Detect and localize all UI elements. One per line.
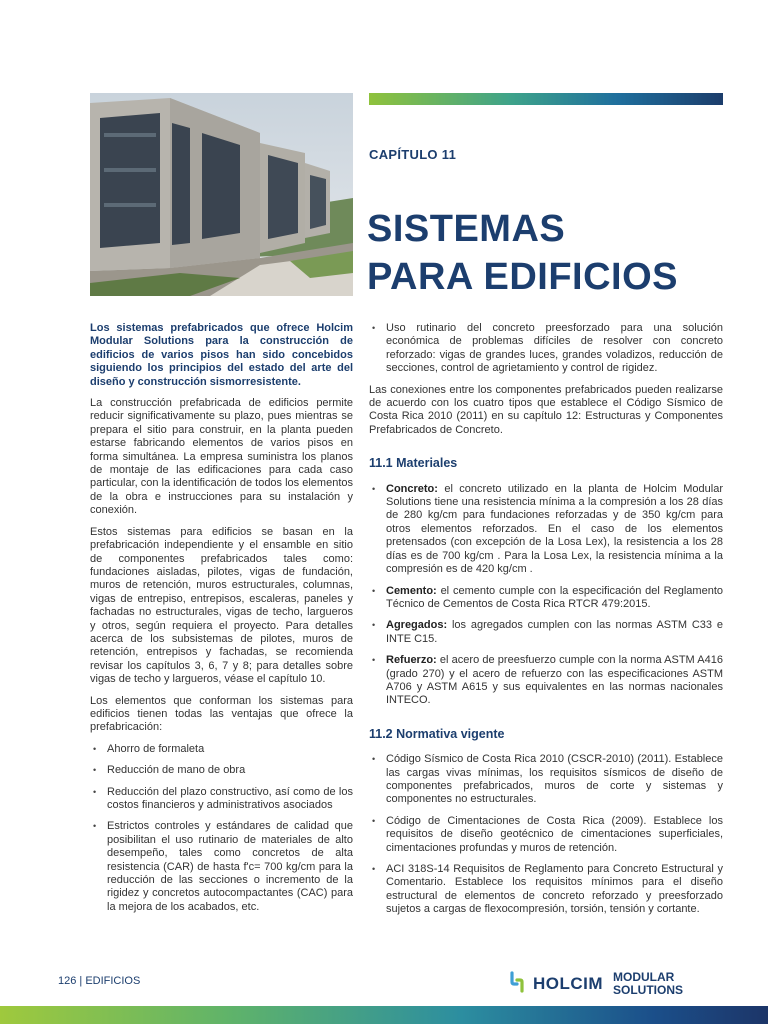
section-heading-materiales: 11.1 Materiales (369, 456, 458, 471)
footer-accent-bar (0, 1006, 768, 1024)
term: Refuerzo: (386, 654, 437, 667)
term-text: el acero de preesfuerzo cumple con la norma ASTM A416 (grado 270) y el acero de refuerzo con las especificaciones ASTM A706 y ASTM A615 y sus equivalentes en las normas nacionales INTECO. (386, 654, 723, 707)
list-item: • Reducción del plazo constructivo, así como de los costos financieros y administrativos asociados (90, 786, 353, 813)
list-item: • Ahorro de formaleta (90, 743, 353, 756)
holcim-logo (505, 968, 725, 1002)
left-column (90, 322, 353, 922)
title-line-1: SISTEMAS (367, 208, 566, 250)
materiales-list (369, 483, 723, 708)
list-item: • Uso rutinario del concreto preesforzado para una solución económica de problemas difíciles de resolver con concreto reforzado: vigas de grandes luces, grandes voladizos, reducción de secciones, control de agrietamiento y control de rigidez. (369, 322, 723, 376)
title-line-2: PARA EDIFICIOS (367, 256, 679, 298)
list-item: • Código de Cimentaciones de Costa Rica (2009). Establece los requisitos de diseño geotécnico de cimentaciones superficiales, cimentaciones profundas y muros de retención. (369, 815, 723, 855)
list-item: • Estrictos controles y estándares de calidad que posibilitan el uso rutinario de materiales de alto desempeño, tales como concretos de alta resistencia (CAR) de hasta f'c= 700 kg/cm para la reducción de las secciones o incremento de la rigidez y concretos autocompactantes (CAC) para la mejora de los acabados, etc. (90, 820, 353, 914)
list-item (369, 585, 723, 612)
logo-subtitle (613, 971, 683, 997)
logo-name: HOLCIM (533, 974, 604, 993)
logo-sub-line-2: SOLUTIONS (613, 983, 684, 997)
paragraph: La construcción prefabricada de edificios permite reducir significativamente su plazo, pues mientras se prepara el sitio para construir, en la planta pueden estarse fabricando elementos de varios pisos en forma simultánea. La empresa suministra los planos de montaje de las edificaciones para cada caso particular, con la identificación de todos los elementos de la obra e instrucciones para su instalación y conexión. (90, 397, 353, 517)
list-item (369, 654, 723, 708)
paragraph: Las conexiones entre los componentes prefabricados pueden realizarse de acuerdo con los cuatro tipos que establece el Código Sísmico de Costa Rica 2010 (2011) en su capítulo 12: Estructuras y Componentes Prefabricados de Concreto. (369, 383, 723, 436)
lead-paragraph: Los sistemas prefabricados que ofrece Holcim Modular Solutions para la construcción de edificios de varios pisos han sido concebidos siguiendo los principios del estado del arte del diseño y construcción sismorresistente. (90, 322, 353, 388)
logo-sub-line-1: MODULAR (613, 970, 675, 984)
list-item (369, 619, 723, 646)
normativa-list (369, 753, 723, 916)
chapter-label: CAPÍTULO 11 (369, 147, 457, 162)
holcim-logo-icon (505, 970, 529, 994)
list-item: • Código Sísmico de Costa Rica 2010 (CSCR-2010) (2011). Establece las cargas vivas mínimas, los requisitos sísmicos de diseño de componentes prefabricados, muros de corte y sistemas y componentes no estructurales. (369, 753, 723, 807)
advantages-list-continued (369, 322, 723, 376)
header-accent-bar (369, 93, 723, 105)
page-title (367, 205, 747, 301)
list-item: • ACI 318S-14 Requisitos de Reglamento para Concreto Estructural y Comentario. Establece los requisitos mínimos para el diseño estructural de elementos de concreto reforzado y preesforzado sujetos a cargas de flexocompresión, torsión, tensión y cortante. (369, 863, 723, 917)
term-text: los agregados cumplen con las normas ASTM C33 e INTE C15. (386, 619, 723, 645)
building-photo (90, 93, 353, 296)
term: Agregados: (386, 619, 448, 632)
paragraph: Los elementos que conforman los sistemas para edificios tienen todas las ventajas que ofrece la prefabricación: (90, 694, 353, 734)
advantages-list (90, 743, 353, 914)
term-text: el concreto utilizado en la planta de Holcim Modular Solutions tiene una resistencia mínima a la compresión a los 28 días de 280 kg/cm para fundaciones reforzadas y de 350 kg/cm para otros elementos reforzados. En el caso de los elementos pretensados (con excepción de la Losa Lex), la resistencia a los 28 días es de 700 kg/cm . Para la Losa Lex, la resistencia mínima a la compresión es de 420 kg/cm . (386, 482, 723, 576)
section-heading-normativa: 11.2 Normativa vigente (369, 726, 505, 741)
list-item (369, 483, 723, 577)
list-item: • Reducción de mano de obra (90, 764, 353, 777)
term: Concreto: (386, 482, 438, 495)
paragraph: Estos sistemas para edificios se basan en la prefabricación independiente y el ensamble en sitio de componentes prefabricados tales como: fundaciones aisladas, pilotes, vigas de fundación, muros de retención, muros estructurales, columnas, vigas de entrepiso, entrepisos, escaleras, paneles y fachadas no estructurales, vigas de techo, largueros y otros, según requiera el proyecto. Para detalles acerca de los subsistemas de pilotes, muros de retención, entrepisos y fachadas, se recomienda revisar los capítulos 3, 6, 7 y 8; para detalles sobre vigas de techo y largueros, véase el capítulo 10. (90, 525, 353, 686)
right-column (369, 322, 723, 925)
term: Cemento: (386, 584, 437, 597)
term-text: el cemento cumple con la especificación del Reglamento Técnico de Cementos de Costa Rica RTCR 479:2015. (386, 584, 723, 610)
page-number: 126 | EDIFICIOS (58, 975, 141, 987)
